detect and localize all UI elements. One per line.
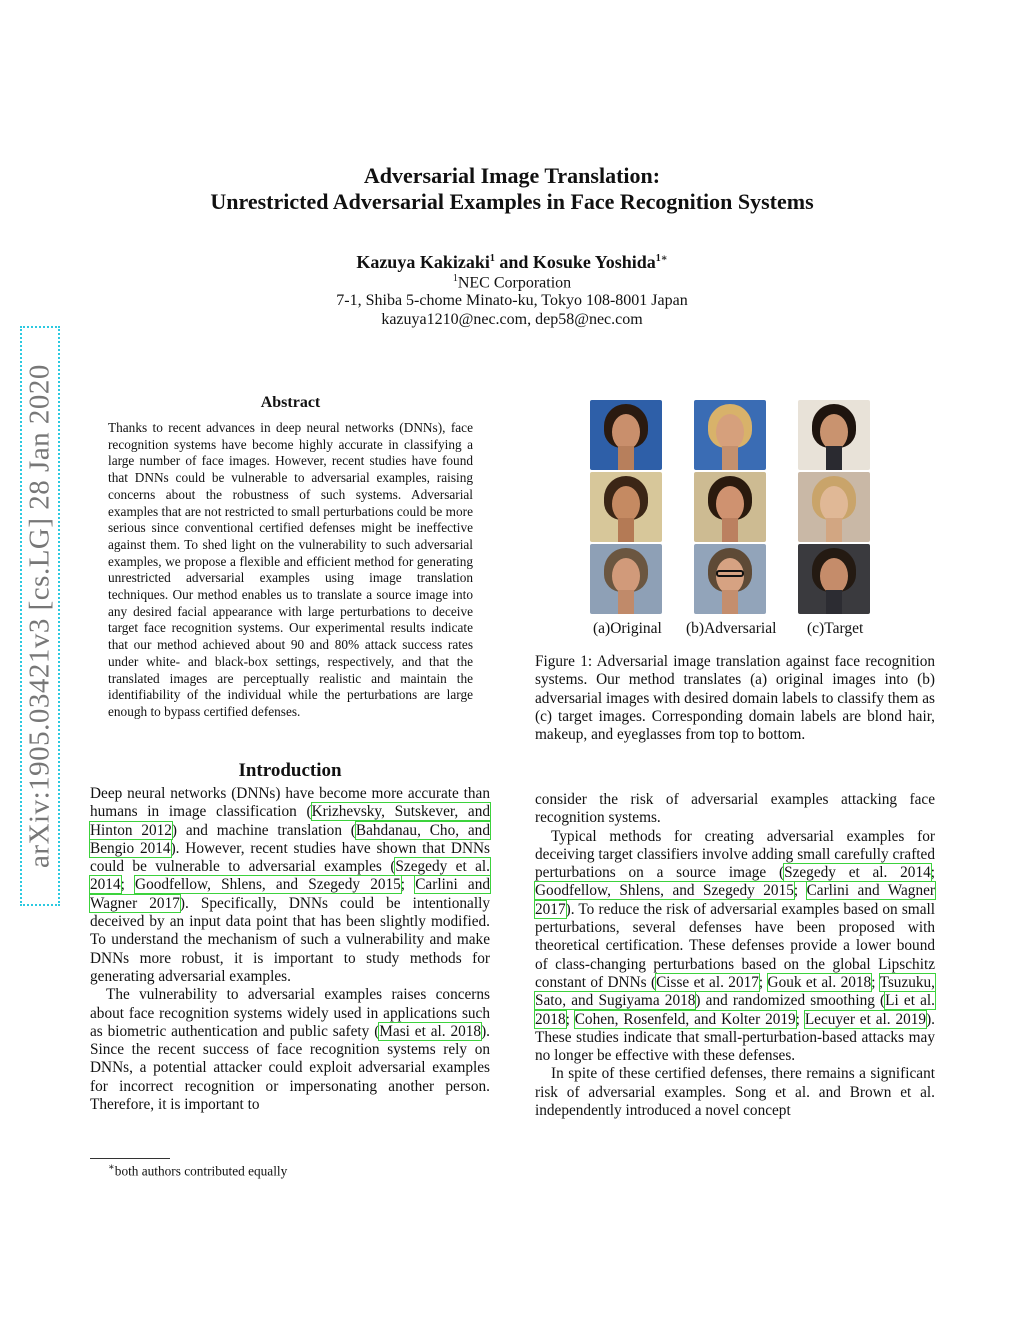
- face-original-makeup: [590, 472, 662, 542]
- author-name: Kazuya Kakizaki: [356, 252, 490, 272]
- face-target-blond: [798, 400, 870, 470]
- author-conjunction: and: [494, 252, 533, 272]
- face-adversarial-blond: [694, 400, 766, 470]
- introduction-column: [90, 785, 490, 1114]
- author-sup: 1: [489, 253, 495, 264]
- paragraph: The vulnerability to adversarial examples raises concerns about face recognition systems widely used in applications such as biometric authentication and public safety (Masi et al. 2018). Since the recent success of face recognition systems rely on DNNs, a potential attacker could exploit adversarial examples for incorrect recognition or impersonating another person. Therefore, it is important to: [90, 986, 490, 1114]
- citation-link[interactable]: Tsuzuku, Sato, and Sugiyama 2018: [535, 973, 935, 1010]
- author-name: Kosuke Yoshida: [532, 252, 656, 272]
- citation-link[interactable]: Lecuyer et al. 2019: [804, 1010, 927, 1028]
- citation-link[interactable]: Krizhevsky, Sutskever, and Hinton 2012: [90, 803, 490, 839]
- affiliation-sup: 1: [452, 273, 458, 284]
- citation-link[interactable]: Cohen, Rosenfeld, and Kolter 2019: [574, 1010, 796, 1028]
- paragraph: In spite of these certified defenses, there remains a significant risk of adversarial examples. Song et al. and Brown et al. independently introduced a novel concept: [535, 1065, 935, 1120]
- face-adversarial-makeup: [694, 472, 766, 542]
- affiliation-org: [0, 273, 1024, 292]
- citation-link[interactable]: Goodfellow, Shlens, and Szegedy 2015: [535, 882, 794, 900]
- face-original-blond: [590, 400, 662, 470]
- right-column: [535, 791, 935, 1120]
- abstract-heading: Abstract: [260, 394, 321, 411]
- affiliation-address: 7-1, Shiba 5-chome Minato-ku, Tokyo 108-8001 Japan: [336, 292, 688, 309]
- figure-1-caption: Figure 1: Adversarial image translation against face recognition systems. Our method translates (a) original images into (b) adversarial images with desired domain labels to classify them as (c) target images. Corresponding domain labels are blond hair, makeup, and eyeglasses from top to bottom.: [535, 653, 935, 744]
- abstract-text: Thanks to recent advances in deep neural networks (DNNs), face recognition systems have become highly accurate in classifying a large number of face images. However, recent studies have found that DNNs could be vulnerable to adversarial examples, raising concerns about the robustness of such systems. Adversarial examples that are not restricted to small perturbations could be more serious since conventional certified defenses might be ineffective against them. To shed light on the vulnerability to such adversarial examples, we propose a flexible and efficient method for generating unrestricted adversarial examples using image translation techniques. Our method enables us to translate a source image into any desired facial appearance with large perturbations to deceive target face recognition systems. Our experimental results indicate that our method achieved about 90 and 80% attack success rates under white- and black-box settings, respectively, and that the translated images are perceptually realistic and maintain the identifiability of the individual while the perturbations are large enough to bypass certified defenses.: [108, 420, 473, 719]
- face-original-eyeglasses: [590, 544, 662, 614]
- face-target-makeup: [798, 472, 870, 542]
- introduction-heading: Introduction: [238, 760, 342, 781]
- citation-link[interactable]: Li et al. 2018: [535, 992, 935, 1028]
- figure-1-image-grid: [590, 400, 872, 614]
- figure-label-target: (c)Target: [807, 620, 864, 637]
- citation-link[interactable]: Carlini and Wagner 2017: [535, 882, 935, 918]
- footnote: [108, 1162, 287, 1179]
- paper-title-line2: Unrestricted Adversarial Examples in Face Recognition Systems: [210, 189, 814, 214]
- author-list: [0, 252, 1024, 273]
- citation-link[interactable]: Bahdanau, Cho, and Bengio 2014: [90, 821, 490, 857]
- citation-link[interactable]: Masi et al. 2018: [379, 1022, 482, 1040]
- citation-link[interactable]: Gouk et al. 2018: [767, 973, 872, 991]
- paragraph: Deep neural networks (DNNs) have become more accurate than humans in image classification (Krizhevsky, Sutskever, and Hinton 2012) and machine translation (Bahdanau, Cho, and Bengio 2014). However, recent studies have shown that DNNs could be vulnerable to adversarial examples (Szegedy et al. 2014; Goodfellow, Shlens, and Szegedy 2015; Carlini and Wagner 2017). Specifically, DNNs could be intentionally deceived by an input data point that has been slightly modified. To understand the mechanism of such a vulnerability and make DNNs more robust, it is important to study methods for generating adversarial examples.: [90, 785, 491, 985]
- paper-title-line1: Adversarial Image Translation:: [363, 163, 661, 188]
- footnote-mark: ∗: [108, 1162, 115, 1173]
- arxiv-stamp-text: arXiv:1905.03421v3 [cs.LG] 28 Jan 2020: [23, 364, 56, 868]
- face-adversarial-eyeglasses: [694, 544, 766, 614]
- affiliation-name: NEC Corporation: [457, 274, 572, 292]
- paragraph: Typical methods for creating adversarial examples for deceiving target classifiers involve adding small carefully crafted perturbations on a source image (Szegedy et al. 2014; Goodfellow, Shlens, and Szegedy 2015; Carlini and Wagner 2017). To reduce the risk of adversarial examples based on small perturbations, several defenses have been proposed with theoretical certification. These defenses provide a lower bound of class-changing perturbations based on the global Lipschitz constant of DNNs (Cisse et al. 2017; Gouk et al. 2018; Tsuzuku, Sato, and Sugiyama 2018) and randomized smoothing (Li et al. 2018; Cohen, Rosenfeld, and Kolter 2019; Lecuyer et al. 2019). These studies indicate that small-perturbation-based attacks may no longer be effective with these defenses.: [535, 827, 935, 1065]
- footnote-text: both authors contributed equally: [114, 1163, 288, 1179]
- citation-link[interactable]: Cisse et al. 2017: [656, 973, 759, 991]
- footnote-divider: [90, 1158, 170, 1159]
- affiliation-emails: kazuya1210@nec.com, dep58@nec.com: [381, 311, 643, 328]
- face-target-eyeglasses: [798, 544, 870, 614]
- paragraph: consider the risk of adversarial examples attacking face recognition systems.: [535, 791, 935, 827]
- citation-link[interactable]: Szegedy et al. 2014: [784, 864, 931, 882]
- figure-label-adversarial: (b)Adversarial: [686, 620, 777, 637]
- citation-link[interactable]: Goodfellow, Shlens, and Szegedy 2015: [135, 876, 401, 894]
- figure-label-original: (a)Original: [593, 620, 662, 637]
- author-sup: 1∗: [655, 253, 668, 264]
- citation-link[interactable]: Szegedy et al. 2014: [90, 858, 491, 894]
- citation-link[interactable]: Carlini and Wagner 2017: [90, 876, 490, 912]
- arxiv-stamp: [20, 326, 60, 906]
- eyeglasses-icon: [716, 570, 744, 577]
